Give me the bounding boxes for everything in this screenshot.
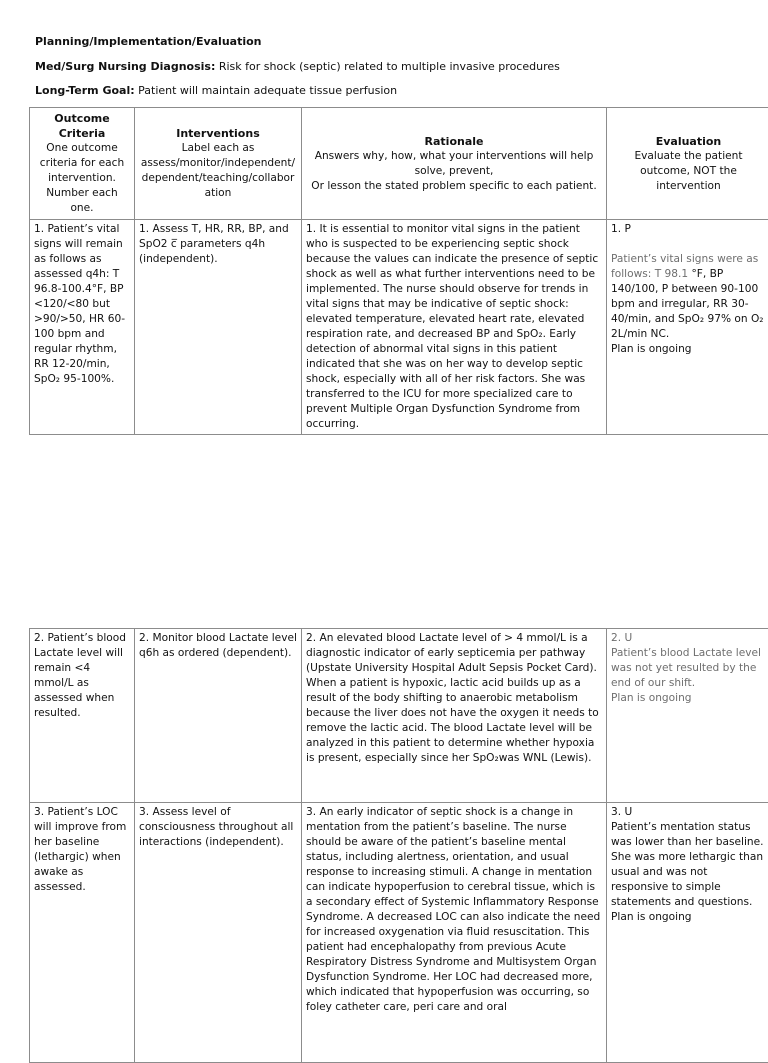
outcome-cell: 1. Patient’s vital signs will remain as follows as assessed q4h: T 96.8-100.4°F, BP <120/<80 but >90/>50, HR 60-100 bpm and regular rhythm, RR 12-20/min, SpO₂ 95-100%. (30, 220, 135, 435)
header-interventions: Interventions Label each as assess/monitor/independent/ dependent/teaching/collaboration (135, 108, 302, 220)
evaluation-text: Patient’s mentation status was lower than her baseline. She was more lethargic than usual and was not responsive to simple statements and questions. (611, 820, 766, 910)
evaluation-code: 2. U (611, 631, 766, 646)
header-rationale: Rationale Answers why, how, what your interventions will help solve, prevent, Or lesson the stated problem specific to each patient. (302, 108, 607, 220)
long-term-goal-text: Patient will maintain adequate tissue perfusion (138, 84, 397, 97)
evaluation-plan: Plan is ongoing (611, 691, 766, 706)
long-term-goal (35, 83, 397, 98)
evaluation-code: 3. U (611, 805, 766, 820)
intervention-cell: 2. Monitor blood Lactate level q6h as ordered (dependent). (135, 629, 302, 803)
intervention-cell: 3. Assess level of consciousness throughout all interactions (independent). (135, 803, 302, 1063)
outcome-cell: 2. Patient’s blood Lactate level will remain <4 mmol/L as assessed when resulted. (30, 629, 135, 803)
evaluation-text: Patient’s blood Lactate level was not yet resulted by the end of our shift. (611, 646, 766, 691)
nursing-diagnosis-label: Med/Surg Nursing Diagnosis: (35, 60, 215, 73)
care-plan-table-page-1 (29, 107, 768, 435)
evaluation-code: 1. P (611, 222, 766, 237)
rationale-cell: 3. An early indicator of septic shock is a change in mentation from the patient’s baseline. The nurse should be aware of the patient’s baseline mental status, including alertness, orientation, and usual response to increasing stimuli. A change in mentation can indicate hypoperfusion to cerebral tissue, which is a secondary effect of Systemic Inflammatory Response Syndrome. A decreased LOC can also indicate the need for increased oxygenation via fluid resuscitation. This patient had encephalopathy from previous Acute Respiratory Distress Syndrome and Multisystem Organ Dysfunction Syndrome. Her LOC had decreased more, which indicated that hypoperfusion was occurring, so foley catheter care, peri care and oral (302, 803, 607, 1063)
table-row (30, 220, 768, 435)
long-term-goal-label: Long-Term Goal: (35, 84, 135, 97)
outcome-cell: 3. Patient’s LOC will improve from her baseline (lethargic) when awake as assessed. (30, 803, 135, 1063)
care-plan-table-page-2 (29, 628, 768, 1063)
rationale-cell: 1. It is essential to monitor vital signs in the patient who is suspected to be experiencing septic shock because the values can indicate the presence of septic shock as well as what further interventions need to be implemented. The nurse should observe for trends in vital signs that may be indicative of septic shock: elevated temperature, elevated heart rate, elevated respiration rate, and decreased BP and SpO₂. Early detection of abnormal vital signs in this patient indicated that she was on her way to develop septic shock, especially with all of her risk factors. She was transferred to the ICU for more specialized care to prevent Multiple Organ Dysfunction Syndrome from occurring. (302, 220, 607, 435)
intervention-cell: 1. Assess T, HR, RR, BP, and SpO2 c̅ parameters q4h (independent). (135, 220, 302, 435)
evaluation-plan: Plan is ongoing (611, 910, 766, 925)
nursing-diagnosis-text: Risk for shock (septic) related to multiple invasive procedures (219, 60, 560, 73)
evaluation-cell (607, 220, 768, 435)
table-row (30, 629, 768, 803)
table-header-row (30, 108, 768, 220)
evaluation-plan: Plan is ongoing (611, 342, 766, 357)
rationale-cell: 2. An elevated blood Lactate level of > 4 mmol/L is a diagnostic indicator of early septicemia per pathway (Upstate University Hospital Adult Sepsis Pocket Card). When a patient is hypoxic, lactic acid builds up as a result of the body shifting to anaerobic metabolism because the liver does not have the oxygen it needs to remove the lactic acid. The blood Lactate level will be analyzed in this patient to determine whether hypoxia is present, especially since her SpO₂was WNL (Lewis). (302, 629, 607, 803)
evaluation-text: Patient’s vital signs were as follows: T 98.1 °F, BP 140/100, P between 90-100 bpm and irregular, RR 30-40/min, and SpO₂ 97% on O₂ 2L/min NC. (611, 252, 766, 342)
page-title: Planning/Implementation/Evaluation (35, 34, 262, 49)
header-evaluation: Evaluation Evaluate the patient outcome, NOT the intervention (607, 108, 768, 220)
evaluation-cell (607, 629, 768, 803)
header-outcome-criteria: Outcome Criteria One outcome criteria for each intervention. Number each one. (30, 108, 135, 220)
nursing-diagnosis (35, 59, 560, 74)
